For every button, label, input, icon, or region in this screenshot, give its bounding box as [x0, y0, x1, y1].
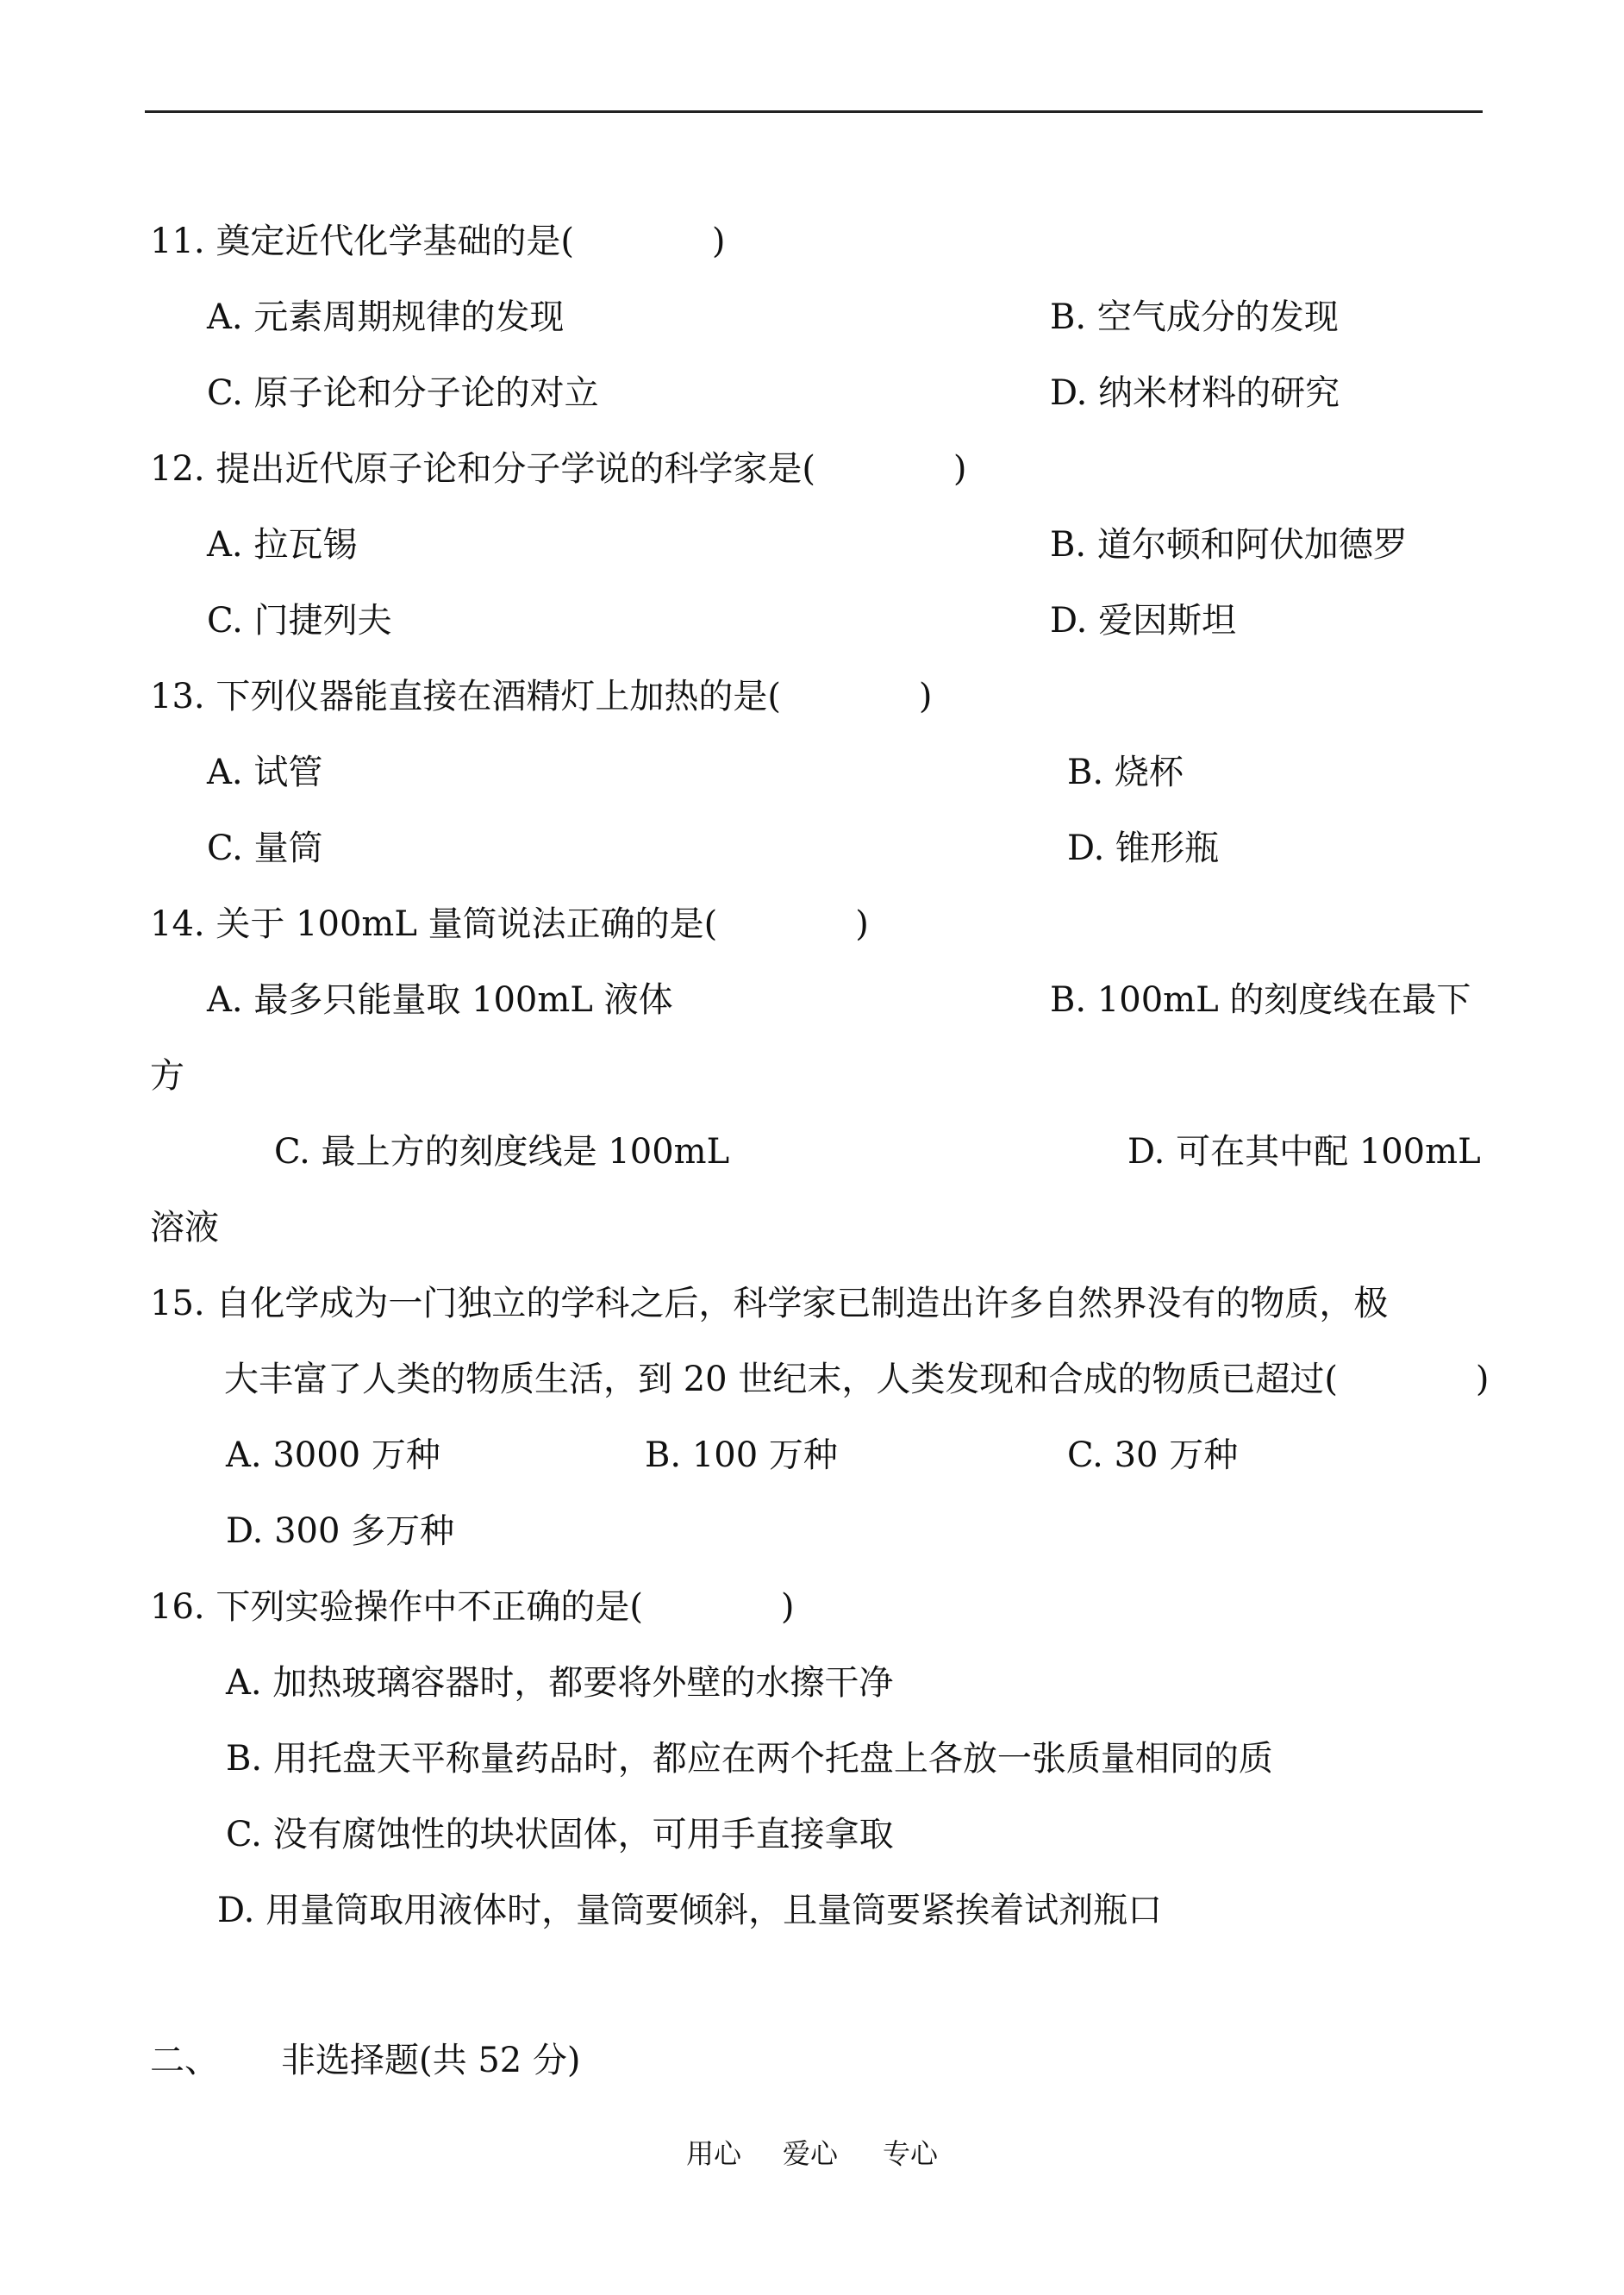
question-14-option-d-wrap: 溶液 [150, 1208, 219, 1248]
question-15-option-a: A. 3000 万种 [226, 1435, 440, 1475]
question-14-option-d: D. 可在其中配 100mL [1127, 1132, 1481, 1172]
question-13-option-d: D. 锥形瓶 [1067, 829, 1220, 868]
section-2-number: 二、 [150, 2041, 219, 2080]
question-11-option-b: B. 空气成分的发现 [1050, 297, 1339, 337]
question-16-option-a: A. 加热玻璃容器时，都要将外壁的水擦干净 [226, 1663, 894, 1703]
footer-item-1: 用心 [686, 2137, 742, 2170]
question-15-option-c: C. 30 万种 [1067, 1435, 1239, 1475]
question-12-option-c: C. 门捷列夫 [207, 601, 392, 641]
question-13-option-a: A. 试管 [207, 753, 323, 792]
question-13-option-b: B. 烧杯 [1067, 753, 1184, 792]
question-16-option-b: B. 用托盘天平称量药品时，都应在两个托盘上各放一张质量相同的质 [226, 1739, 1273, 1779]
question-13-option-c: C. 量筒 [207, 829, 323, 868]
question-11-option-c: C. 原子论和分子论的对立 [207, 373, 599, 413]
question-15-stem-line1: 15. 自化学成为一门独立的学科之后，科学家已制造出许多自然界没有的物质，极 [150, 1284, 1389, 1323]
question-15-option-d: D. 300 多万种 [226, 1511, 455, 1551]
question-14-stem: 14. 关于 100mL 量筒说法正确的是( ) [150, 904, 869, 944]
question-12-option-a: A. 拉瓦锡 [207, 525, 358, 565]
question-13-stem: 13. 下列仪器能直接在酒精灯上加热的是( ) [150, 677, 933, 716]
question-11-option-d: D. 纳米材料的研究 [1050, 373, 1340, 413]
question-16-stem: 16. 下列实验操作中不正确的是( ) [150, 1587, 795, 1627]
question-16-option-c: C. 没有腐蚀性的块状固体，可用手直接拿取 [226, 1815, 894, 1854]
question-12-option-d: D. 爱因斯坦 [1050, 601, 1237, 641]
question-14-option-c: C. 最上方的刻度线是 100mL [274, 1132, 730, 1172]
question-16-option-d: D. 用量筒取用液体时，量筒要倾斜，且量筒要紧挨着试剂瓶口 [217, 1891, 1163, 1930]
section-2-title: 非选择题(共 52 分) [281, 2041, 581, 2080]
question-15-stem-line2: 大丰富了人类的物质生活，到 20 世纪末，人类发现和合成的物质已超过( ) [224, 1360, 1490, 1399]
question-14-option-b-wrap: 方 [150, 1056, 184, 1096]
header-rule [145, 110, 1483, 113]
question-12-option-b: B. 道尔顿和阿伏加德罗 [1050, 525, 1408, 565]
question-12-stem: 12. 提出近代原子论和分子学说的科学家是( ) [150, 449, 967, 489]
question-14-option-b: B. 100mL 的刻度线在最下 [1050, 980, 1471, 1020]
question-14-option-a: A. 最多只能量取 100mL 液体 [207, 980, 673, 1020]
question-15-option-b: B. 100 万种 [645, 1435, 838, 1475]
question-11-option-a: A. 元素周期规律的发现 [207, 297, 565, 337]
footer-item-2: 爱心 [783, 2137, 839, 2170]
footer-item-3: 专心 [883, 2137, 939, 2170]
question-11-stem: 11. 奠定近代化学基础的是( ) [150, 222, 726, 261]
